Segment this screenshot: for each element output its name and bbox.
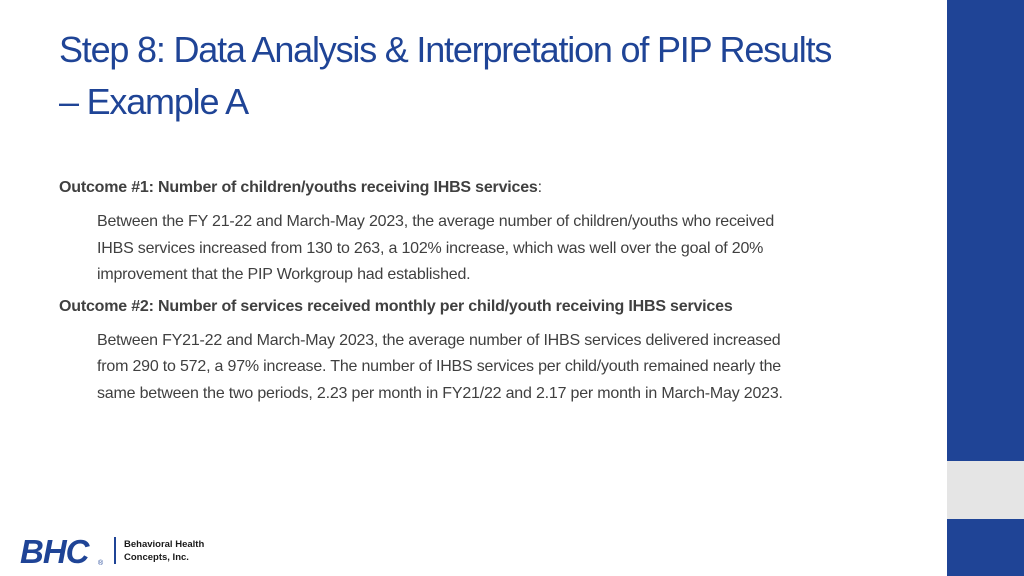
slide-title-line1: Step 8: Data Analysis & Interpretation of PIP Results bbox=[59, 29, 832, 70]
outcome-2-heading-text: Outcome #2: Number of services received monthly per child/youth receiving IHBS services bbox=[59, 297, 733, 315]
outcome-2-line-3: same between the two periods, 2.23 per month in FY21/22 and 2.17 per month in March-May 2023. bbox=[97, 384, 783, 402]
slide-title-line2: – Example A bbox=[59, 81, 248, 122]
outcome-1-heading-colon: : bbox=[537, 179, 542, 196]
company-name-line2: Concepts, Inc. bbox=[124, 552, 189, 563]
outcome-1-heading bbox=[59, 175, 909, 201]
sidebar-accent-top bbox=[947, 0, 1024, 461]
outcome-1-description bbox=[97, 209, 909, 289]
bhc-logo-icon bbox=[18, 530, 110, 570]
outcome-1-line-1: Between the FY 21-22 and March-May 2023, the average number of children/youths who received bbox=[97, 213, 775, 230]
outcome-1-line-2: IHBS services increased from 130 to 263, a 102% increase, which was well over the goal of 20% bbox=[97, 239, 764, 257]
outcome-2-heading bbox=[59, 294, 909, 320]
registered-mark: ® bbox=[98, 560, 104, 567]
outcome-2-line-2: from 290 to 572, a 97% increase. The number of IHBS services per child/youth remained nearly the bbox=[97, 358, 781, 375]
logo-divider bbox=[114, 537, 116, 564]
company-name bbox=[124, 538, 204, 564]
company-name-line1: Behavioral Health bbox=[124, 539, 205, 550]
outcome-2-line-1: Between FY21-22 and March-May 2023, the average number of IHBS services delivered increased bbox=[97, 331, 781, 349]
outcome-2-description bbox=[97, 328, 909, 408]
bhc-logo-text: BHC bbox=[20, 533, 89, 570]
outcome-1-heading-text: Outcome #1: Number of children/youths receiving IHBS services bbox=[59, 179, 538, 196]
sidebar-accent-middle bbox=[947, 461, 1024, 519]
company-logo bbox=[18, 530, 218, 570]
slide-title bbox=[59, 24, 939, 128]
slide-content bbox=[59, 175, 909, 412]
outcome-1-line-3: improvement that the PIP Workgroup had established. bbox=[97, 266, 471, 283]
sidebar-accent-bottom bbox=[947, 519, 1024, 576]
